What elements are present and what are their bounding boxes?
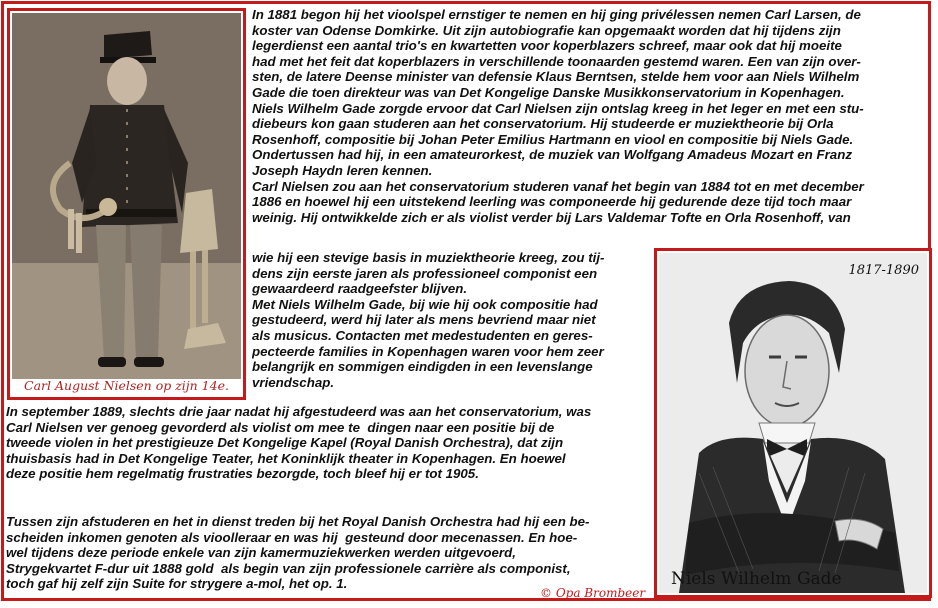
- portrait-photo-nielsen: [7, 8, 246, 400]
- gade-engraving-image: [659, 253, 927, 593]
- gade-life-years: 1817-1890: [848, 263, 919, 278]
- nielsen-photo-image: [12, 13, 241, 379]
- paragraph-3: In september 1889, slechts drie jaar nadat hij afgestudeerd was aan het conservatorium, was Carl Nielsen ver genoeg gevorderd als violist om mee te dingen naar een positie bij de tweede violen in het prestigieuze Det Kongelige Kapel (Royal Danish Orchestra), dat zijn thuisbasis had in Det Kongelige Teater, het Koninklijk theater in Kopenhagen. En hoewel deze positie hem regelmatig frustraties bezorgde, toch bleef hij er tot 1905.: [6, 404, 592, 482]
- paragraph-2: wie hij een stevige basis in muziektheorie kreeg, zou tij- dens zijn eerste jaren als professioneel componist een gewaardeerd raadgeefster blijven. Met Niels Wilhelm Gade, bij wie hij ook compositie had gestudeerd, werd hij later als mens bevriend maar niet als musicus. Contacten met medestudenten en geres- pecteerde families in Kopenhagen waren voor hem zeer belangrijk en sommigen eindigden in een levenslange vriendschap.: [252, 250, 605, 390]
- paragraph-4: Tussen zijn afstuderen en het in dienst treden bij het Royal Danish Orchestra had hij een be- scheiden inkomen genoten als vioolleraar en was hij gesteund door mecenassen. En hoe- wel tijdens deze periode enkele van zijn kamermuziekwerken werden uitgevoerd, Strygekvartet F-dur uit 1888 gold als begin van zijn professionele carrière als componist, toch gaf hij zelf zijn Suite for strygere a-mol, het op. 1.: [6, 514, 590, 592]
- gade-photo-caption: Niels Wilhelm Gade: [671, 569, 842, 589]
- copyright-notice: © Opa Brombeer: [540, 586, 646, 600]
- nielsen-photo-caption: Carl August Nielsen op zijn 14e.: [24, 378, 229, 393]
- portrait-photo-gade: [654, 248, 932, 598]
- paragraph-1: In 1881 begon hij het vioolspel ernstiger te nemen en hij ging privélessen nemen Carl Larsen, de koster van Odense Domkirke. Uit zijn autobiografie kan opgemaakt worden dat hij tijdens zijn legerdienst een aantal trio's en kwartetten voor koperblazers schreef, maar ook dat hij moeite had met het feit dat koperblazers in verschillende toonaarden gestemd waren. Een van zijn over- sten, de latere Deense minister van defensie Klaus Berntsen, stelde hem voor aan Niels Wilhelm Gade die toen direkteur was van Det Kongelige Danske Musikkonservatorium in Kopenhagen. Niels Wilhelm Gade zorgde ervoor dat Carl Nielsen zijn ontslag kreeg in het leger en met een stu- diebeurs kon gaan studeren aan het conservatorium. Hij studeerde er muziektheorie bij Orla Rosenhoff, compositie bij Johan Peter Emilius Hartmann en viool en compositie bij Niels Gade. Ondertussen had hij, in een amateurorkest, de muziek van Wolfgang Amadeus Mozart en Franz Joseph Haydn leren kennen. Carl Nielsen zou aan het conservatorium studeren vanaf het begin van 1884 tot en met december 1886 en hoewel hij een uitstekend leerling was componeerde hij gedurende deze tijd toch maar weinig. Hij ontwikkelde zich er als violist verder bij Lars Valdemar Tofte en Orla Rosenhoff, van: [252, 7, 864, 225]
